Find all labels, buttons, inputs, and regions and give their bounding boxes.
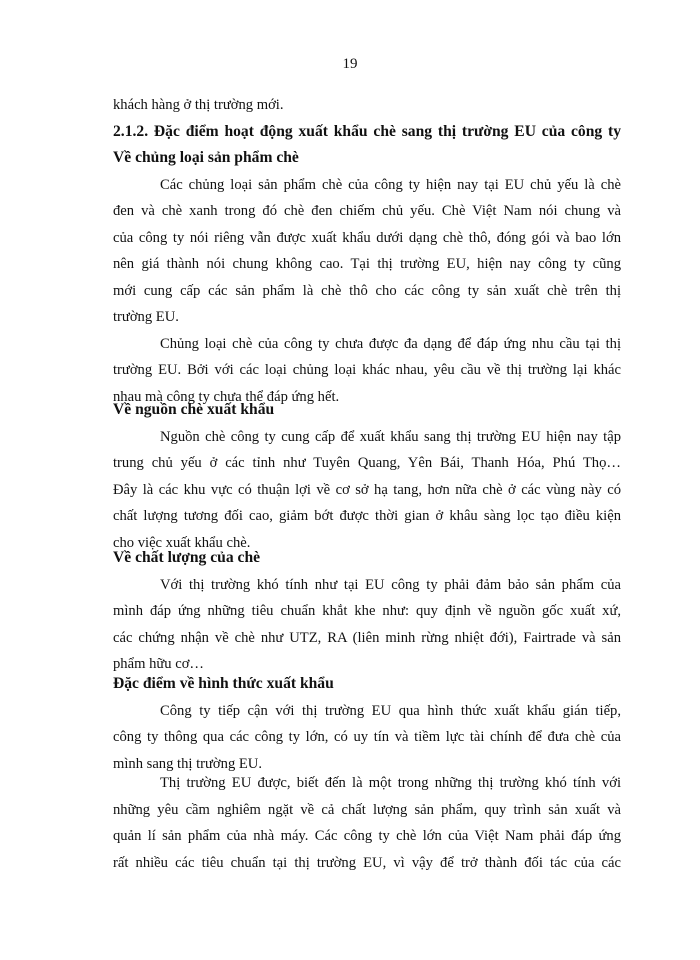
text-line: phẩm hữu cơ… xyxy=(113,656,205,672)
text-line: Đây là các khu vực có thuận lợi về cơ sở hạ tang, hơn nữa chè ở các vùng này có xyxy=(113,481,621,498)
text-line: nhau mà công ty chưa thể đáp ứng hết. xyxy=(113,388,340,405)
body-text xyxy=(113,545,621,678)
text-line: mình sang thị trường EU. xyxy=(113,755,262,772)
page-number: 19 xyxy=(342,56,358,72)
subsection-heading: Về chất lượng của chè xyxy=(113,549,261,566)
body-text xyxy=(113,770,621,876)
text-line: trung chủ yếu ở các tỉnh như Tuyên Quang, Yên Bái, Thanh Hóa, Phú Thọ… xyxy=(113,455,621,471)
text-line: đen và chè xanh trong đó chè đen chiếm chủ yếu. Chè Việt Nam nói chung và xyxy=(113,203,621,219)
text-line: rất nhiều các tiêu chuẩn tại thị trường EU, vì vậy để trở thành đối tác của các xyxy=(113,854,621,871)
text-line: công ty thông qua các công ty lớn, có uy tín và tiềm lực tài chính để đưa chè của xyxy=(113,729,621,745)
text-line: trường EU. Bởi với các loại chủng loại khác nhau, yêu cầu về thị trường lại khác xyxy=(113,362,621,378)
text-line: khách hàng ở thị trường mới. xyxy=(113,97,284,113)
text-line: trường EU. xyxy=(113,309,179,325)
subsection-heading: Đặc điểm về hình thức xuất khẩu xyxy=(113,675,334,692)
body-text xyxy=(113,397,621,556)
text-line: Các chủng loại sản phẩm chè của công ty hiện nay tại EU chủ yếu là chè xyxy=(160,176,621,193)
text-line: Chủng loại chè của công ty chưa được đa dạng để đáp ứng nhu cầu tại thị xyxy=(160,335,621,352)
text-line: nên giá thành nói chung không cao. Tại thị trường EU, hiện nay công ty cũng xyxy=(113,256,621,272)
subsection-heading: Về nguồn chè xuất khẩu xyxy=(113,401,275,418)
subsection-heading: Về chủng loại sản phẩm chè xyxy=(113,149,299,166)
text-line: Thị trường EU được, biết đến là một trong những thị trường khó tính với xyxy=(160,775,621,791)
text-line: của công ty nói riêng vẫn được xuất khẩu dưới dạng chè thô, đóng gói và bao lớn xyxy=(113,229,621,246)
text-line: Với thị trường khó tính như tại EU công ty phải đảm bảo sản phẩm của xyxy=(160,576,621,593)
body-text xyxy=(113,92,621,410)
text-line: Công ty tiếp cận với thị trường EU qua hình thức xuất khẩu gián tiếp, xyxy=(160,702,621,719)
text-line: mình đáp ứng những tiêu chuẩn khắt khe như: quy định về nguồn gốc xuất xứ, xyxy=(113,603,621,619)
text-line: Nguồn chè công ty cung cấp để xuất khẩu sang thị trường EU hiện nay tập xyxy=(160,428,621,445)
text-line: chất lượng tương đối cao, giảm bớt được thời gian ở khâu sàng lọc tạo điều kiện xyxy=(113,508,621,524)
section-heading: 2.1.2. Đặc điểm hoạt động xuất khẩu chè sang thị trường EU của công ty xyxy=(113,122,621,140)
text-line: các chứng nhận về chè như UTZ, RA (liên minh rừng nhiệt đới), Fairtrade và sản xyxy=(113,629,621,646)
text-line: mới cung cấp các sản phẩm là chè thô cho các công ty sản xuất chè trên thị xyxy=(113,282,621,299)
text-line: cho việc xuất khẩu chè. xyxy=(113,534,251,551)
text-line: quản lí sản phẩm của nhà máy. Các công ty chè lớn của Việt Nam phải đáp ứng xyxy=(113,828,621,844)
text-line: những yêu cầm nghiêm ngặt về cả chất lượng sản phẩm, quy trình sản xuất và xyxy=(113,801,621,818)
body-text xyxy=(113,671,621,777)
